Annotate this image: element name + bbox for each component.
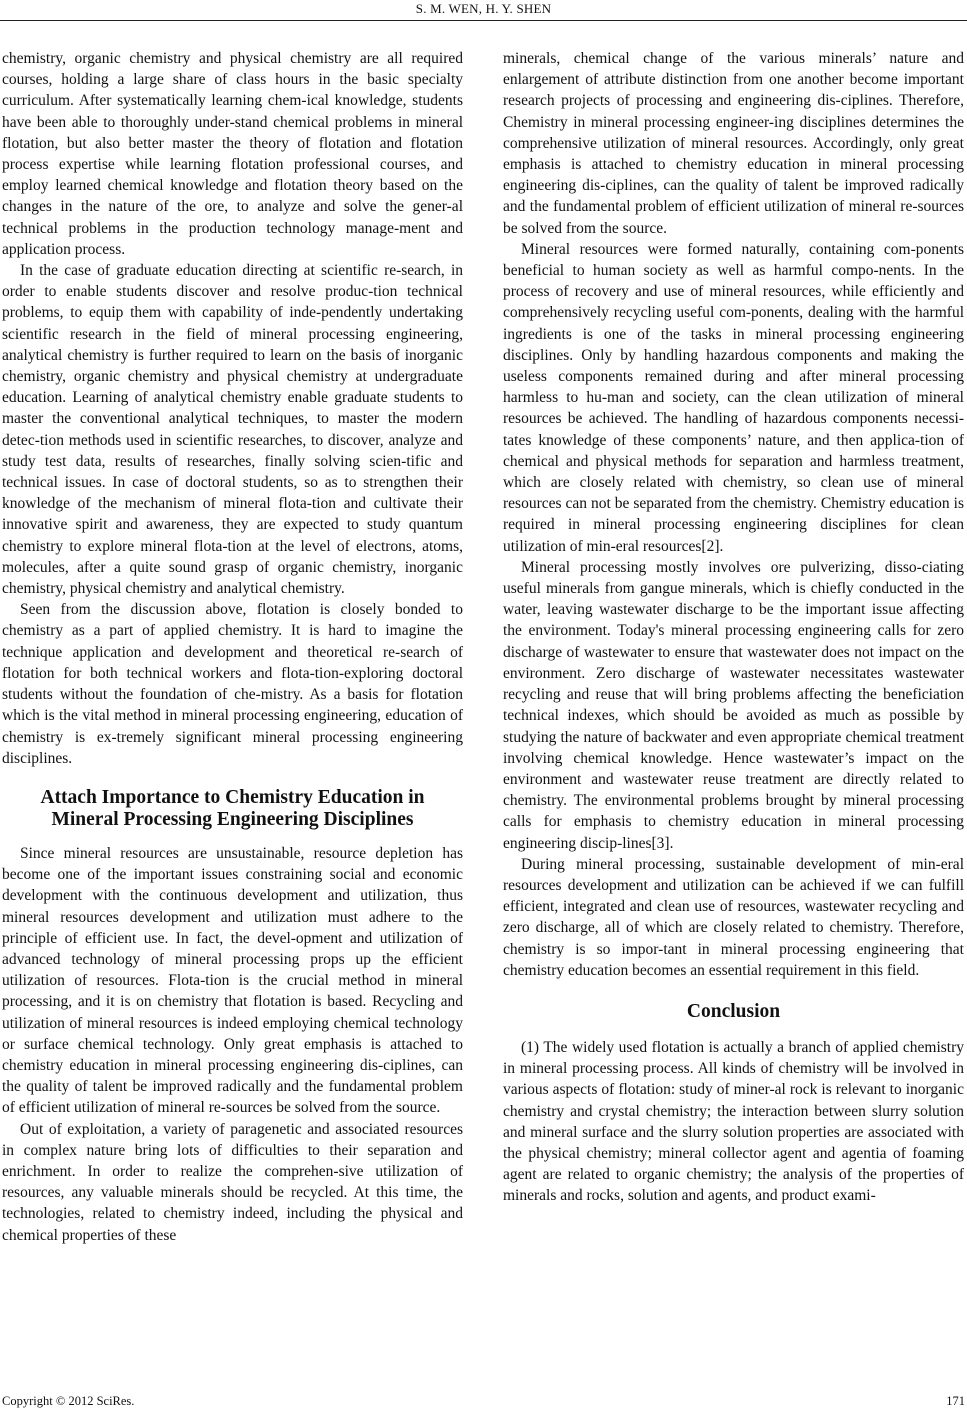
paragraph: (1) The widely used flotation is actually a branch of applied chemistry in mineral processing process. All kinds of chemistry will be involved in various aspects of flotation: study of miner-al rock is relevant to inorganic chemistry and crystal chemistry; the interaction between slurry solution and mineral surface and the slurry solution properties are associated with the physical chemistry; mineral collector agent and agentia of foaming agent are related to organic chemistry; the analysis of the properties of minerals and rocks, solution and agents, and product exami- xyxy=(503,1038,964,1205)
right-column xyxy=(503,48,964,1207)
paragraph: Mineral processing mostly involves ore pulverizing, disso-ciating useful minerals from gangue minerals, which is chiefly conducted in the water, leaving wastewater discharge to be the important issue affecting the environment. Today's mineral processing engineering calls for zero discharge of wastewater to ensure that wastewater does not impact on the environment. Zero discharge of wastewater necessitates wastewater recycling and reuse that will bring problems affecting the beneficiation technical indexes, which should be avoided as much as possible by studying the nature of backwater and even appropriate chemical treatment involving chemical knowledge. Hence wastewater’s impact on the environment and wastewater reuse treatment are directly related to chemistry. The environmental problems brought by mineral processing calls for emphasis to chemistry education in mineral processing engineering discip-lines[3]. xyxy=(503,558,964,852)
section-heading-line2: Mineral Processing Engineering Disciplines xyxy=(51,808,414,830)
paragraph: minerals, chemical change of the various minerals’ nature and enlargement of attribute distinction from one another become important research projects of processing and engineering dis-ciplines. Therefore, Chemistry in mineral processing engineer-ing disciplines determines the comprehensive utilization of mineral resources. Accordingly, only great emphasis is attached to chemistry education in mineral processing engineering dis-ciplines, can the quality of talent be improved radically and the fundamental problem of efficient utilization of mineral re-sources be solved from the source. xyxy=(503,50,964,237)
left-column xyxy=(2,48,463,1246)
conclusion-heading: Conclusion xyxy=(686,1000,781,1022)
paragraph: Mineral resources were formed naturally, containing com-ponents beneficial to human society as well as harmful compo-nents. In the process of recovery and use of mineral resources, while efficiently and comprehensively recycling useful com-ponents, dealing with the harmful ingredients is one of the tasks in mineral processing engineering disciplines. Only by handling hazardous components and making the useless components remained during and after mineral processing harmless to hu-man and society, can the clean utilization of mineral resources be achieved. The handling of hazardous components necessi-tates knowledge of these components’ nature, and then applica-tion of chemical and physical methods for separation and harmless treatment, which are closely related with chemistry, so clean use of mineral resources can not be separated from the chemistry. Chemistry education is required in mineral processing engineering disciplines for clean utilization of min-eral resources[2]. xyxy=(503,240,964,555)
paragraph: In the case of graduate education directing at scientific re-search, in order to enable students discover and resolve produc-tion technical problems, to equip them with capability of inde-pendently undertaking scientific research in the field of mineral processing engineering, analytical chemistry is further required to learn on the basis of inorganic chemistry, organic chemistry and physical chemistry at undergraduate education. Learning of analytical chemistry enable graduate students to master the conventional analytical techniques, to master the modern detec-tion methods used in scientific researches, to discover, analyze and study test data, results of researches, finally solving scien-tific and technical issues. In case of doctoral students, so as to strengthen their knowledge of the mechanism of mineral flota-tion and cultivate their innovative spirit and awareness, they are expected to study quantum chemistry to explore mineral flota-tion at the level of electrons, atoms, molecules, after a quite sound grasp of organic chemistry, inorganic chemistry, physical chemistry and analytical chemistry. xyxy=(2,262,463,598)
page-number: 171 xyxy=(946,1394,965,1408)
paragraph: Seen from the discussion above, flotation is closely bonded to chemistry as a part of applied chemistry. It is hard to imagine the technique application and development and theoretical re-search of flotation for both technical workers and flota-tion-exploring doctoral students without the foundation of che-mistry. As a basis for flotation which is the vital method in mineral processing engineering, education of chemistry is ex-tremely significant mineral processing engineering disciplines. xyxy=(2,601,463,767)
paragraph: Since mineral resources are unsustainable, resource depletion has become one of the important issues constraining social and economic development with the continuous development and utilization, thus mineral resources development and utilization must adhere to the principle of efficient use. In fact, the devel-opment and utilization of advanced technology of mineral processing props up the efficient utilization of resources. Flota-tion is the crucial method in mineral processing, and it is on chemistry that flotation is based. Recycling and utilization of mineral resources is indeed employing chemical technology or surface chemical technology. Only great emphasis is attached to chemistry education in mineral processing engineering dis-ciplines, can the quality of talent be improved radically and the fundamental problem of efficient utilization of mineral re-sources be solved from the source. xyxy=(2,844,463,1117)
copyright-notice: Copyright © 2012 SciRes. xyxy=(2,1394,135,1408)
paragraph: During mineral processing, sustainable development of min-eral resources development and utilization can be achieved if we can fulfill efficient, integrated and clean use of resources, wastewater recycling and zero discharge, all of which are closely related to chemistry. Therefore, chemistry is so impor-tant in mineral processing engineering that chemistry education becomes an essential requirement in this field. xyxy=(503,855,964,979)
paragraph: chemistry, organic chemistry and physical chemistry are all required courses, holding a large share of class hours in the basic specialty curriculum. After systematically learning chem-ical knowledge, students have been able to thoroughly under-stand chemical problems in mineral flotation, but also better master the theory of flotation and flotation process expertise while learning flotation professional courses, and employ learned chemical knowledge and flotation theory based on the changes in the nature of the ore, to analyze and solve the gener-al technical problems in the production technology manage-ment and application process. xyxy=(2,50,463,258)
section-heading-line1: Attach Importance to Chemistry Education in xyxy=(40,786,425,808)
paragraph: Out of exploitation, a variety of paragenetic and associated resources in complex nature bring lots of difficulties to their separation and enrichment. In order to realize the comprehen-sive utilization of resources, any valuable minerals should be recycled. At this time, the technologies, related to chemistry indeed, including the physical and chemical properties of these xyxy=(2,1120,463,1244)
section-heading xyxy=(2,787,463,831)
header-rule xyxy=(0,20,967,21)
running-header: S. M. WEN, H. Y. SHEN xyxy=(415,1,552,16)
